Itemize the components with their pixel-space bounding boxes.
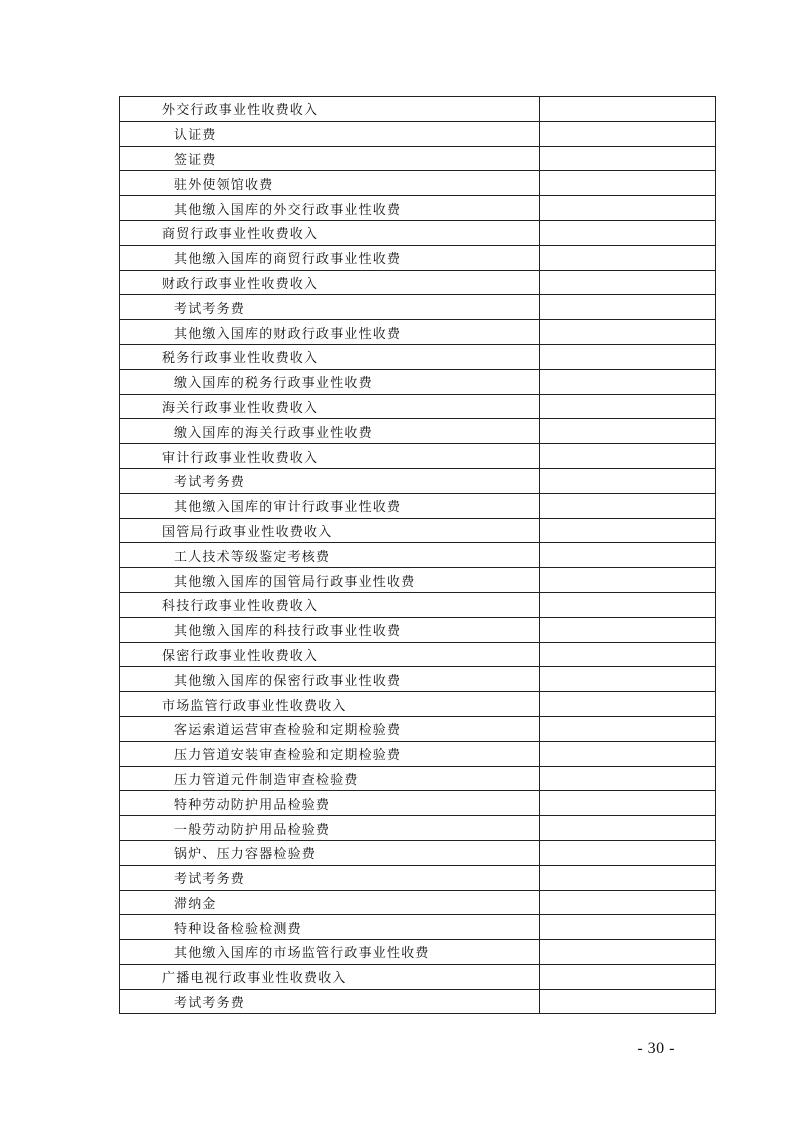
category-label: 广播电视行政事业性收费收入 — [120, 964, 540, 989]
value-cell — [540, 196, 716, 221]
table-row — [120, 716, 716, 741]
table-row — [120, 196, 716, 221]
item-label: 其他缴入国库的审计行政事业性收费 — [120, 493, 540, 518]
table-row — [120, 468, 716, 493]
item-label: 认证费 — [120, 121, 540, 146]
value-cell — [540, 493, 716, 518]
value-cell — [540, 444, 716, 469]
item-label: 考试考务费 — [120, 865, 540, 890]
value-cell — [540, 890, 716, 915]
item-label: 锅炉、压力容器检验费 — [120, 840, 540, 865]
table-row — [120, 592, 716, 617]
category-label: 科技行政事业性收费收入 — [120, 592, 540, 617]
value-cell — [540, 642, 716, 667]
table-row — [120, 989, 716, 1014]
value-cell — [540, 518, 716, 543]
table-row — [120, 220, 716, 245]
value-cell — [540, 964, 716, 989]
table-row — [120, 865, 716, 890]
table-row — [120, 840, 716, 865]
category-label: 财政行政事业性收费收入 — [120, 270, 540, 295]
value-cell — [540, 344, 716, 369]
item-label: 特种设备检验检测费 — [120, 915, 540, 940]
value-cell — [540, 97, 716, 122]
item-label: 其他缴入国库的财政行政事业性收费 — [120, 320, 540, 345]
value-cell — [540, 568, 716, 593]
item-label: 客运索道运营审查检验和定期检验费 — [120, 716, 540, 741]
table-row — [120, 444, 716, 469]
table-row — [120, 97, 716, 122]
table-row — [120, 940, 716, 965]
value-cell — [540, 617, 716, 642]
value-cell — [540, 171, 716, 196]
value-cell — [540, 989, 716, 1014]
table-row — [120, 915, 716, 940]
category-label: 审计行政事业性收费收入 — [120, 444, 540, 469]
item-label: 考试考务费 — [120, 468, 540, 493]
item-label: 其他缴入国库的国管局行政事业性收费 — [120, 568, 540, 593]
value-cell — [540, 543, 716, 568]
category-label: 税务行政事业性收费收入 — [120, 344, 540, 369]
value-cell — [540, 369, 716, 394]
item-label: 工人技术等级鉴定考核费 — [120, 543, 540, 568]
table-row — [120, 741, 716, 766]
item-label: 一般劳动防护用品检验费 — [120, 816, 540, 841]
table-row — [120, 890, 716, 915]
item-label: 其他缴入国库的市场监管行政事业性收费 — [120, 940, 540, 965]
value-cell — [540, 320, 716, 345]
value-cell — [540, 468, 716, 493]
value-cell — [540, 419, 716, 444]
table-row — [120, 964, 716, 989]
category-label: 商贸行政事业性收费收入 — [120, 220, 540, 245]
item-label: 压力管道安装审查检验和定期检验费 — [120, 741, 540, 766]
value-cell — [540, 592, 716, 617]
value-cell — [540, 766, 716, 791]
table-row — [120, 816, 716, 841]
table-row — [120, 766, 716, 791]
item-label: 驻外使领馆收费 — [120, 171, 540, 196]
table-row — [120, 295, 716, 320]
table-row — [120, 245, 716, 270]
table-row — [120, 146, 716, 171]
category-label: 市场监管行政事业性收费收入 — [120, 692, 540, 717]
value-cell — [540, 121, 716, 146]
category-label: 海关行政事业性收费收入 — [120, 394, 540, 419]
value-cell — [540, 220, 716, 245]
table-row — [120, 543, 716, 568]
value-cell — [540, 840, 716, 865]
table-row — [120, 171, 716, 196]
table-row — [120, 394, 716, 419]
table-row — [120, 419, 716, 444]
item-label: 压力管道元件制造审查检验费 — [120, 766, 540, 791]
table-row — [120, 568, 716, 593]
fee-items-table — [119, 96, 716, 1014]
table-row — [120, 617, 716, 642]
category-label: 保密行政事业性收费收入 — [120, 642, 540, 667]
item-label: 特种劳动防护用品检验费 — [120, 791, 540, 816]
value-cell — [540, 940, 716, 965]
value-cell — [540, 245, 716, 270]
value-cell — [540, 146, 716, 171]
table-body — [120, 97, 716, 1014]
value-cell — [540, 270, 716, 295]
value-cell — [540, 915, 716, 940]
item-label: 缴入国库的税务行政事业性收费 — [120, 369, 540, 394]
table-row — [120, 344, 716, 369]
value-cell — [540, 394, 716, 419]
value-cell — [540, 865, 716, 890]
table-row — [120, 791, 716, 816]
value-cell — [540, 295, 716, 320]
table-row — [120, 518, 716, 543]
page-number: - 30 - — [637, 1040, 675, 1057]
table-row — [120, 270, 716, 295]
item-label: 其他缴入国库的商贸行政事业性收费 — [120, 245, 540, 270]
table-row — [120, 320, 716, 345]
value-cell — [540, 692, 716, 717]
value-cell — [540, 741, 716, 766]
item-label: 滞纳金 — [120, 890, 540, 915]
value-cell — [540, 667, 716, 692]
item-label: 其他缴入国库的保密行政事业性收费 — [120, 667, 540, 692]
table-row — [120, 642, 716, 667]
category-label: 国管局行政事业性收费收入 — [120, 518, 540, 543]
table-row — [120, 493, 716, 518]
item-label: 考试考务费 — [120, 295, 540, 320]
value-cell — [540, 716, 716, 741]
item-label: 其他缴入国库的外交行政事业性收费 — [120, 196, 540, 221]
table-row — [120, 692, 716, 717]
value-cell — [540, 791, 716, 816]
table-row — [120, 667, 716, 692]
item-label: 考试考务费 — [120, 989, 540, 1014]
table-row — [120, 121, 716, 146]
item-label: 签证费 — [120, 146, 540, 171]
category-label: 外交行政事业性收费收入 — [120, 97, 540, 122]
item-label: 其他缴入国库的科技行政事业性收费 — [120, 617, 540, 642]
item-label: 缴入国库的海关行政事业性收费 — [120, 419, 540, 444]
table-row — [120, 369, 716, 394]
value-cell — [540, 816, 716, 841]
